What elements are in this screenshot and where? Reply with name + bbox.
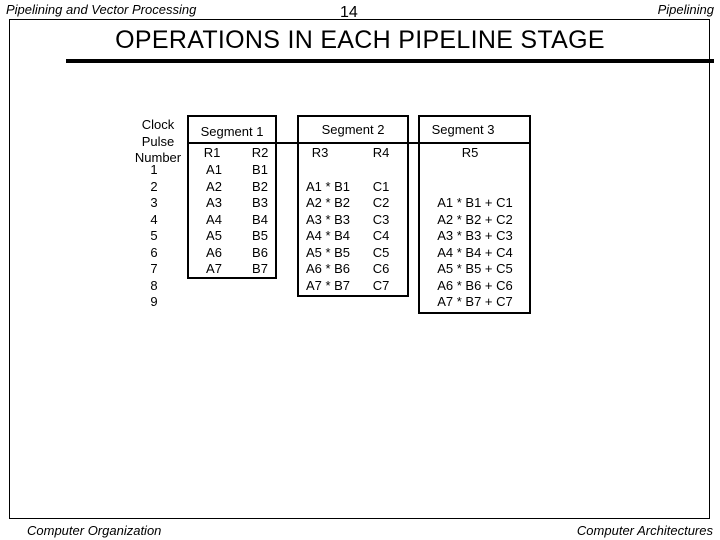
r3-cell: A4 * B4	[305, 228, 351, 243]
r4-cell: C3	[372, 211, 390, 227]
segment2-header: Segment 2	[321, 122, 385, 137]
clock-header-line: Clock	[141, 117, 175, 132]
clock-cell: 4	[150, 211, 158, 227]
r4-cell: C5	[372, 244, 390, 260]
r2-column	[243, 162, 277, 278]
header-right-text: Pipelining	[657, 2, 714, 17]
r1-cell: A5	[206, 228, 222, 243]
clock-header-line: Number	[134, 150, 182, 165]
clock-cell: 1	[150, 162, 158, 177]
r3-column	[297, 162, 359, 294]
clock-cell: 3	[150, 195, 158, 210]
r5-cell: A7 * B7 + C7	[437, 294, 513, 309]
r3-header: R3	[311, 145, 329, 160]
r1-cell: A6	[206, 244, 222, 260]
segment1-header: Segment 1	[200, 124, 264, 139]
clock-cell: 9	[150, 294, 158, 309]
r4-cell	[364, 162, 398, 179]
r3-cell: A5 * B5	[305, 244, 351, 260]
r5-cell: A5 * B5 + C5	[437, 261, 513, 276]
r4-cell: C7	[372, 277, 390, 293]
r2-cell: B4	[252, 211, 268, 227]
segment3-header: Segment 3	[431, 122, 495, 137]
r4-column	[364, 162, 398, 294]
page-number: 14	[340, 4, 358, 21]
clock-cell: 2	[150, 178, 158, 194]
r4-cell: C4	[372, 228, 390, 243]
clock-header	[128, 117, 188, 167]
r4-cell: C2	[372, 195, 390, 210]
footer-left-text: Computer Organization	[27, 523, 162, 538]
r1-cell: A2	[206, 178, 222, 194]
r2-cell: B3	[252, 195, 268, 210]
clock-cell: 7	[150, 261, 158, 276]
r3-cell	[297, 162, 359, 179]
r5-cell: A6 * B6 + C6	[437, 277, 513, 293]
r1-cell: A3	[206, 195, 222, 210]
r3-cell: A7 * B7	[305, 277, 351, 293]
r2-cell: B2	[252, 178, 268, 194]
r1-cell: A1	[206, 162, 222, 177]
r3-cell: A1 * B1	[305, 178, 351, 194]
r1-column	[197, 162, 231, 278]
r5-cell: A3 * B3 + C3	[437, 228, 513, 243]
r4-cell: C6	[372, 261, 390, 276]
slide-title: OPERATIONS IN EACH PIPELINE STAGE	[115, 26, 605, 54]
clock-header-line: Pulse	[141, 133, 175, 149]
r5-cell	[420, 162, 530, 179]
r5-column	[420, 162, 530, 311]
r2-cell: B5	[252, 228, 268, 243]
r4-cell: C1	[372, 178, 390, 194]
r5-header: R5	[461, 145, 479, 160]
title-underline	[66, 59, 714, 63]
r2-header: R2	[251, 145, 269, 160]
r2-cell: B1	[252, 162, 268, 177]
header-separator-line	[187, 142, 531, 144]
r2-cell: B7	[252, 261, 268, 276]
r3-cell: A3 * B3	[305, 211, 351, 227]
r4-header: R4	[372, 145, 390, 160]
clock-cell: 8	[150, 277, 158, 293]
clock-cell: 5	[150, 228, 158, 243]
clock-column	[128, 162, 180, 311]
r1-cell: A4	[206, 211, 222, 227]
r2-cell: B6	[252, 244, 268, 260]
r1-header: R1	[203, 145, 221, 160]
header-left-text: Pipelining and Vector Processing	[6, 2, 197, 17]
r3-cell: A6 * B6	[305, 261, 351, 276]
r1-cell: A7	[206, 261, 222, 276]
r5-cell: A1 * B1 + C1	[437, 195, 513, 210]
r3-cell: A2 * B2	[305, 195, 351, 210]
footer-right-text: Computer Architectures	[576, 523, 713, 538]
r5-cell: A4 * B4 + C4	[437, 244, 513, 260]
clock-cell: 6	[150, 244, 158, 260]
r5-cell: A2 * B2 + C2	[437, 211, 513, 227]
r5-cell	[420, 179, 530, 196]
